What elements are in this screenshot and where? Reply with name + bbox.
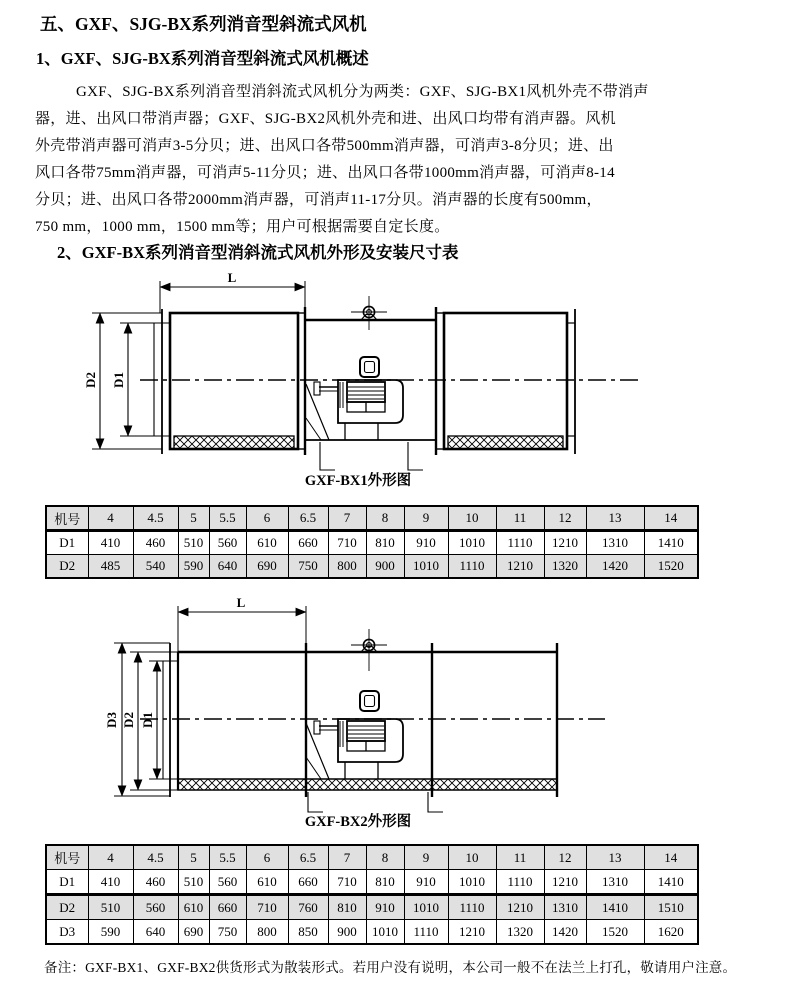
dim-label-d1: D1 (140, 712, 155, 728)
outlet-silencer-box (436, 309, 575, 454)
acoustic-liner-hatch (178, 779, 557, 790)
drawing-gxf-bx1 (40, 268, 760, 498)
value-cell: 560 (133, 895, 178, 920)
value-cell: 410 (88, 531, 133, 555)
drawing-caption-bx1: GXF-BX1外形图 (304, 473, 412, 489)
value-cell: 485 (88, 555, 133, 579)
value-cell: 590 (88, 920, 133, 945)
acoustic-liner-hatch (174, 436, 294, 449)
paragraph-line: GXF、SJG-BX系列消音型消斜流式风机分为两类：GXF、SJG-BX1风机外壳不带消声 (76, 84, 649, 100)
value-cell: 1410 (586, 895, 644, 920)
value-cell: 640 (133, 920, 178, 945)
table-row (46, 895, 698, 920)
value-cell: 1210 (544, 870, 586, 895)
header-cell: 13 (586, 845, 644, 870)
page-title: 五、GXF、SJG-BX系列消音型斜流式风机 (40, 14, 367, 34)
value-cell: 540 (133, 555, 178, 579)
value-cell: 1510 (644, 895, 698, 920)
dim-label-d1: D1 (111, 372, 126, 388)
drawing-caption-bx2: GXF-BX2外形图 (304, 814, 412, 830)
dim-label-d2: D2 (83, 372, 98, 388)
header-cell: 4.5 (133, 506, 178, 531)
value-cell: 610 (246, 531, 288, 555)
value-cell: 410 (88, 870, 133, 895)
value-cell: 560 (209, 531, 246, 555)
value-cell: 660 (288, 870, 328, 895)
header-cell: 4 (88, 506, 133, 531)
header-cell: 10 (448, 845, 496, 870)
header-cell: 11 (496, 506, 544, 531)
value-cell: 810 (328, 895, 366, 920)
acoustic-liner-hatch (448, 436, 563, 449)
value-cell: 750 (288, 555, 328, 579)
value-cell: 560 (209, 870, 246, 895)
dim-label-l: L (227, 270, 237, 285)
paragraph-line: 风口各带75mm消声器，可消声5-11分贝；进、出风口各带1000mm消声器，可消声8-14 (35, 165, 615, 181)
value-cell: 1110 (404, 920, 448, 945)
table-row (46, 555, 698, 579)
value-cell: 850 (288, 920, 328, 945)
row-label-cell: D1 (46, 870, 88, 895)
header-cell: 9 (404, 845, 448, 870)
leader-line (428, 792, 443, 812)
header-cell: 12 (544, 845, 586, 870)
value-cell: 1010 (448, 531, 496, 555)
header-cell: 机号 (46, 845, 88, 870)
value-cell: 660 (288, 531, 328, 555)
value-cell: 800 (328, 555, 366, 579)
row-label-cell: D1 (46, 531, 88, 555)
header-cell: 7 (328, 506, 366, 531)
paragraph-line: 外壳带消声器可消声3-5分贝；进、出风口各带500mm消声器，可消声3-8分贝；进、出 (35, 138, 614, 154)
header-cell: 5 (178, 506, 209, 531)
header-cell: 4.5 (133, 845, 178, 870)
value-cell: 1010 (448, 870, 496, 895)
value-cell: 1310 (586, 870, 644, 895)
header-cell: 6 (246, 845, 288, 870)
leader-line (408, 442, 423, 470)
overview-paragraph (35, 79, 775, 241)
leader-line (308, 792, 323, 812)
value-cell: 1420 (544, 920, 586, 945)
value-cell: 510 (178, 531, 209, 555)
value-cell: 710 (328, 870, 366, 895)
motor-assembly (306, 357, 403, 440)
value-cell: 1210 (496, 555, 544, 579)
value-cell: 690 (178, 920, 209, 945)
header-cell: 7 (328, 845, 366, 870)
dim-label-d2: D2 (121, 712, 136, 728)
paragraph-line: 750 mm，1000 mm，1500 mm等；用户可根据需要自定长度。 (35, 219, 450, 235)
row-label-cell: D3 (46, 920, 88, 945)
section1-heading: 1、GXF、SJG-BX系列消音型斜流式风机概述 (36, 49, 369, 68)
drawing-gxf-bx2 (40, 595, 760, 845)
value-cell: 510 (178, 870, 209, 895)
table-header-row (46, 506, 698, 531)
section2-heading: 2、GXF-BX系列消音型消斜流式风机外形及安装尺寸表 (57, 243, 459, 262)
leader-line (320, 442, 335, 470)
value-cell: 1520 (586, 920, 644, 945)
value-cell: 1320 (544, 555, 586, 579)
header-cell: 8 (366, 845, 404, 870)
value-cell: 1420 (586, 555, 644, 579)
value-cell: 900 (366, 555, 404, 579)
value-cell: 810 (366, 870, 404, 895)
dimension-table-bx1 (45, 505, 699, 579)
header-cell: 9 (404, 506, 448, 531)
value-cell: 1310 (586, 531, 644, 555)
header-cell: 8 (366, 506, 404, 531)
dimension-l (178, 606, 306, 652)
value-cell: 1520 (644, 555, 698, 579)
header-cell: 4 (88, 845, 133, 870)
header-cell: 14 (644, 845, 698, 870)
value-cell: 690 (246, 555, 288, 579)
value-cell: 1410 (644, 870, 698, 895)
value-cell: 1320 (496, 920, 544, 945)
dim-label-l: L (236, 595, 246, 610)
value-cell: 1310 (544, 895, 586, 920)
value-cell: 710 (328, 531, 366, 555)
value-cell: 610 (178, 895, 209, 920)
value-cell: 1110 (448, 555, 496, 579)
header-cell: 10 (448, 506, 496, 531)
value-cell: 460 (133, 870, 178, 895)
header-cell: 12 (544, 506, 586, 531)
value-cell: 1210 (544, 531, 586, 555)
table-row (46, 870, 698, 895)
header-cell: 13 (586, 506, 644, 531)
value-cell: 1410 (644, 531, 698, 555)
row-label-cell: D2 (46, 555, 88, 579)
header-cell: 11 (496, 845, 544, 870)
value-cell: 1010 (404, 555, 448, 579)
value-cell: 1620 (644, 920, 698, 945)
dim-label-d3: D3 (104, 712, 119, 728)
value-cell: 1210 (448, 920, 496, 945)
value-cell: 750 (209, 920, 246, 945)
value-cell: 640 (209, 555, 246, 579)
value-cell: 1110 (448, 895, 496, 920)
header-cell: 机号 (46, 506, 88, 531)
value-cell: 710 (246, 895, 288, 920)
table-row (46, 920, 698, 945)
value-cell: 610 (246, 870, 288, 895)
header-cell: 5.5 (209, 506, 246, 531)
motor-assembly (306, 691, 403, 779)
silenced-casing (163, 643, 557, 797)
dimension-d2 (92, 313, 162, 449)
value-cell: 900 (328, 920, 366, 945)
value-cell: 590 (178, 555, 209, 579)
table-row (46, 531, 698, 555)
value-cell: 660 (209, 895, 246, 920)
dimension-table-bx2 (45, 844, 699, 945)
inlet-silencer-box (154, 309, 298, 454)
paragraph-line: 器，进、出风口带消声器；GXF、SJG-BX2风机外壳和进、出风口均带有消声器。风机 (35, 111, 616, 127)
row-label-cell: D2 (46, 895, 88, 920)
value-cell: 1010 (366, 920, 404, 945)
value-cell: 1210 (496, 895, 544, 920)
paragraph-line: 分贝；进、出风口各带2000mm消声器，可消声11-17分贝。消声器的长度有500mm， (35, 192, 602, 208)
header-cell: 5.5 (209, 845, 246, 870)
value-cell: 1110 (496, 870, 544, 895)
footnote: 备注：GXF-BX1、GXF-BX2供货形式为散装形式。若用户没有说明，本公司一般不在法兰上打孔，敬请用户注意。 (44, 960, 737, 975)
value-cell: 910 (404, 531, 448, 555)
header-cell: 6.5 (288, 845, 328, 870)
value-cell: 1010 (404, 895, 448, 920)
table-header-row (46, 845, 698, 870)
value-cell: 1110 (496, 531, 544, 555)
lifting-eye-icon (351, 629, 387, 671)
value-cell: 800 (246, 920, 288, 945)
fan-middle-section (298, 296, 436, 470)
value-cell: 910 (404, 870, 448, 895)
header-cell: 14 (644, 506, 698, 531)
lifting-eye-icon (351, 296, 387, 330)
value-cell: 760 (288, 895, 328, 920)
value-cell: 910 (366, 895, 404, 920)
header-cell: 5 (178, 845, 209, 870)
header-cell: 6 (246, 506, 288, 531)
header-cell: 6.5 (288, 506, 328, 531)
value-cell: 460 (133, 531, 178, 555)
value-cell: 810 (366, 531, 404, 555)
value-cell: 510 (88, 895, 133, 920)
